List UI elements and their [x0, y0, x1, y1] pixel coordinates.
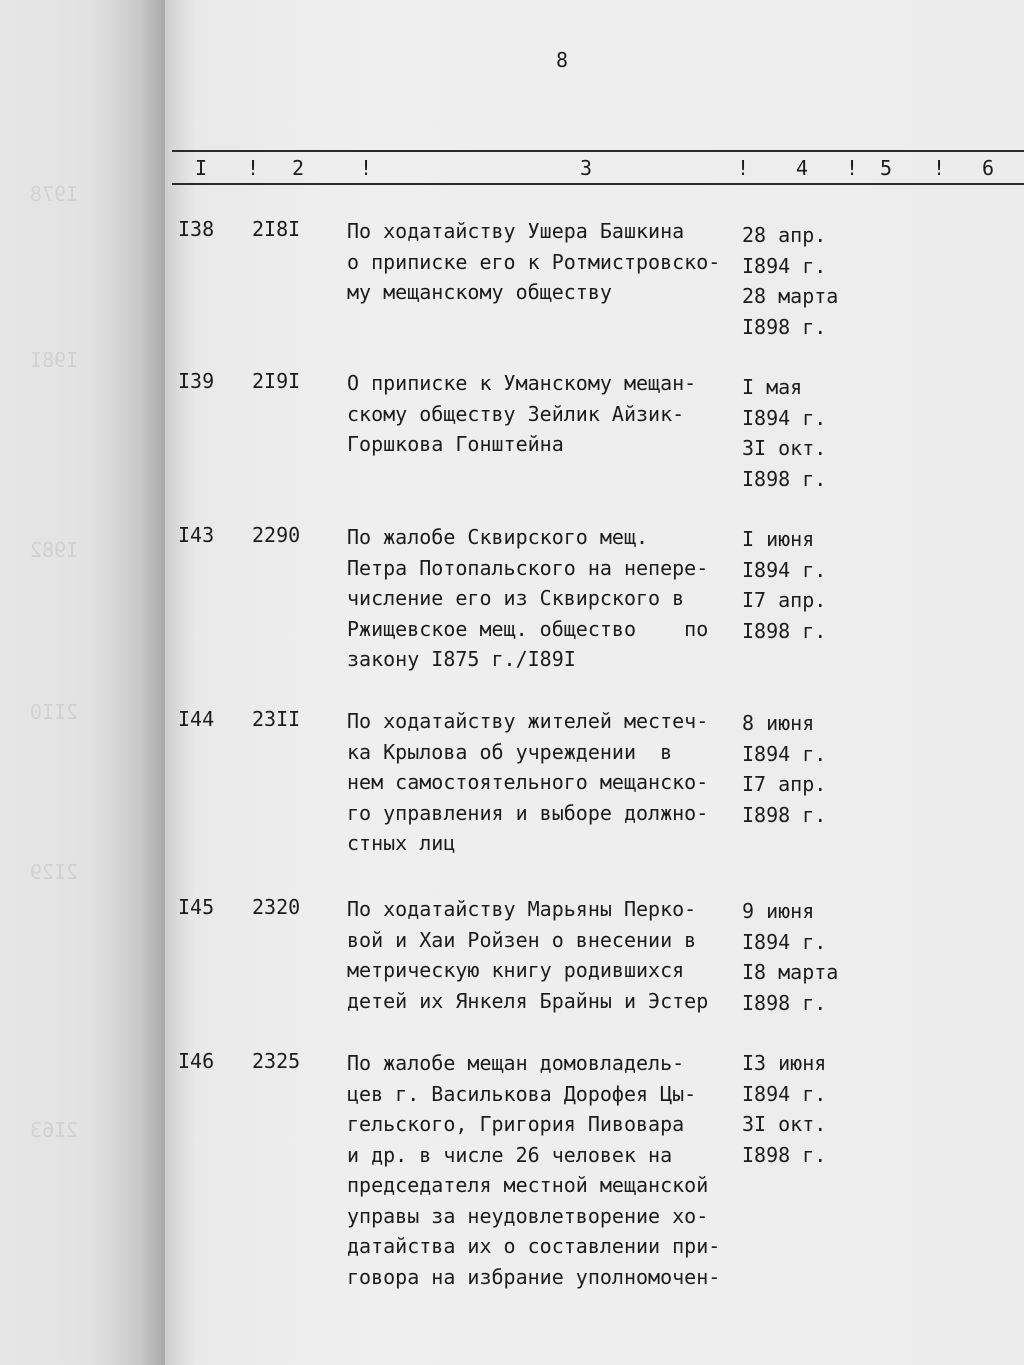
column-2-header: 2 [292, 156, 305, 180]
bleed-through-mark: I982 [30, 538, 79, 562]
column-separator: ! [737, 156, 750, 180]
bleed-through-mark: I978 [30, 182, 79, 206]
entry-dates: 8 июня I894 г. I7 апр. I898 г. [742, 711, 827, 827]
entry-description: По жалобе мещан домовладель- цев г. Василькова Дорофея Цы- гельского, Григория Пивовара и др. в числе 26 человек на председателя местной мещанской управы за неудовлетворение хо- датайства их о составлении при- говора на избрание уполномочен- [347, 1051, 721, 1289]
entry-code: 2290 [252, 523, 301, 547]
binding-gutter [0, 0, 165, 1365]
entry-dates: I мая I894 г. 3I окт. I898 г. [742, 375, 827, 491]
column-1-header: I [195, 156, 208, 180]
entry-number: I45 [178, 895, 215, 919]
header-bottom-rule [172, 183, 1024, 185]
entry-dates: I3 июня I894 г. 3I окт. I898 г. [742, 1051, 827, 1167]
column-separator: ! [247, 156, 260, 180]
entry-code: 2320 [252, 895, 301, 919]
column-5-header: 5 [880, 156, 893, 180]
header-top-rule [172, 150, 1024, 152]
entry-description: По ходатайству Ушера Башкина о приписке его к Ротмистровско- му мещанскому обществу [347, 219, 721, 304]
column-separator: ! [933, 156, 946, 180]
entry-code: 2I8I [252, 217, 301, 241]
entry-dates: 9 июня I894 г. I8 марта I898 г. [742, 899, 839, 1015]
bleed-through-mark: 2II0 [30, 700, 79, 724]
bleed-through-mark: 2I63 [30, 1118, 79, 1142]
entry-description: По ходатайству жителей местеч- ка Крылова об учреждении в нем самостоятельного мещанско- го управления и выборе должно- стных лиц [347, 709, 709, 855]
entry-description: О приписке к Уманскому мещан- скому обществу Зейлик Айзик- Горшкова Гонштейна [347, 371, 697, 456]
bleed-through-mark: I98I [30, 348, 79, 372]
column-separator: ! [846, 156, 859, 180]
entry-code: 2325 [252, 1049, 301, 1073]
column-3-header: 3 [580, 156, 593, 180]
entry-number: I39 [178, 369, 215, 393]
entry-description: По жалобе Сквирского мещ. Петра Потопальского на непере- числение его из Сквирского в Ржищевское мещ. общество по закону I875 г./I89I [347, 525, 709, 671]
entry-number: I44 [178, 707, 215, 731]
column-4-header: 4 [796, 156, 809, 180]
column-separator: ! [360, 156, 373, 180]
entry-code: 2I9I [252, 369, 301, 393]
entry-description: По ходатайству Марьяны Перко- вой и Хаи Ройзен о внесении в метрическую книгу родившихся детей их Янкеля Брайны и Эстер [347, 897, 709, 1013]
page-number: 8 [556, 48, 569, 72]
entry-dates: I июня I894 г. I7 апр. I898 г. [742, 527, 827, 643]
entry-number: I38 [178, 217, 215, 241]
entry-code: 23II [252, 707, 301, 731]
entry-dates: 28 апр. I894 г. 28 марта I898 г. [742, 223, 839, 339]
bleed-through-mark: 2I29 [30, 860, 79, 884]
entry-number: I43 [178, 523, 215, 547]
entry-number: I46 [178, 1049, 215, 1073]
column-6-header: 6 [982, 156, 995, 180]
